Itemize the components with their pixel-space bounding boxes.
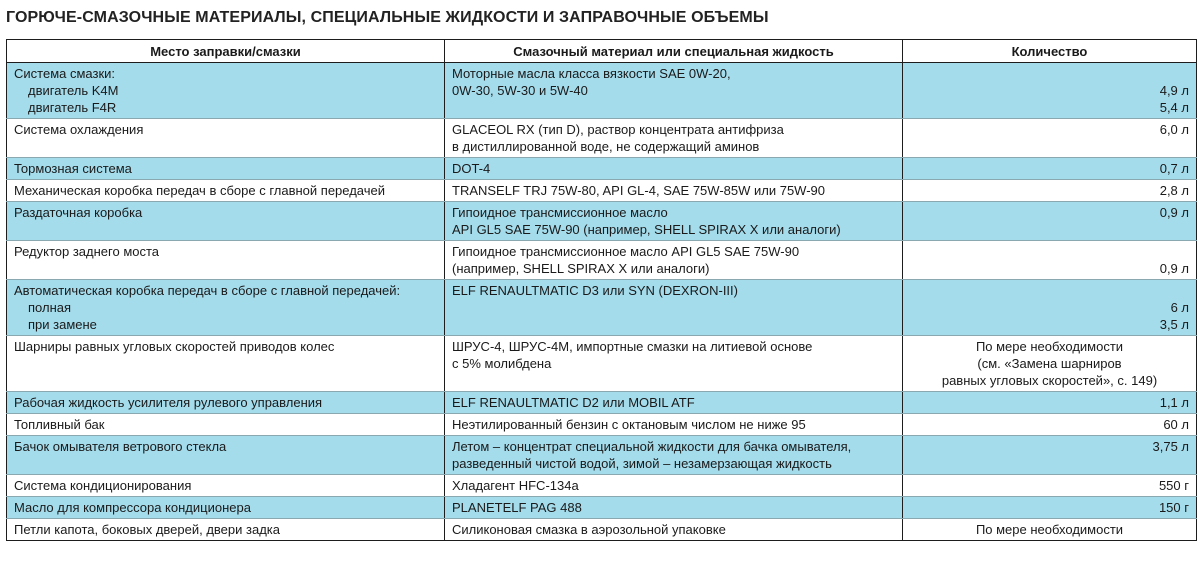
cell-material-line: Неэтилированный бензин с октановым числом не ниже 95 bbox=[452, 417, 806, 432]
cell-place-line: Механическая коробка передач в сборе с главной передачей bbox=[14, 183, 386, 198]
cell-place bbox=[7, 336, 445, 392]
cell-material bbox=[445, 280, 903, 336]
cell-place bbox=[7, 280, 445, 336]
cell-material-line: ШРУС-4, ШРУС-4М, импортные смазки на литиевой основе bbox=[452, 339, 813, 354]
cell-material-line: Хладагент HFC-134a bbox=[452, 478, 579, 493]
cell-quantity-line: 550 г bbox=[1158, 478, 1189, 493]
cell-quantity bbox=[903, 336, 1197, 392]
cell-quantity-line: (см. «Замена шарниров bbox=[977, 356, 1122, 371]
cell-material bbox=[445, 241, 903, 280]
cell-place bbox=[7, 158, 445, 180]
cell-quantity bbox=[903, 414, 1197, 436]
cell-material-line: TRANSELF TRJ 75W-80, API GL-4, SAE 75W-85W или 75W-90 bbox=[452, 183, 825, 198]
table-row bbox=[7, 158, 1197, 180]
cell-material-line: 0W-30, 5W-30 и 5W-40 bbox=[452, 83, 588, 98]
table-row bbox=[7, 475, 1197, 497]
cell-place bbox=[7, 475, 445, 497]
cell-quantity-line: 0,9 л bbox=[1159, 261, 1189, 276]
cell-quantity-line: 3,5 л bbox=[1159, 317, 1189, 332]
cell-quantity-line bbox=[910, 282, 1189, 299]
cell-place bbox=[7, 63, 445, 119]
cell-quantity-line: 60 л bbox=[1163, 417, 1189, 432]
cell-material bbox=[445, 497, 903, 519]
header-material: Смазочный материал или специальная жидкость bbox=[445, 40, 903, 63]
table-row bbox=[7, 202, 1197, 241]
cell-quantity-line: 2,8 л bbox=[1159, 183, 1189, 198]
cell-place bbox=[7, 180, 445, 202]
cell-quantity bbox=[903, 392, 1197, 414]
cell-quantity-line: 4,9 л bbox=[1159, 83, 1189, 98]
cell-material-line: Летом – концентрат специальной жидкости для бачка омывателя, bbox=[452, 439, 852, 454]
cell-quantity bbox=[903, 158, 1197, 180]
cell-place-line: Редуктор заднего моста bbox=[14, 244, 160, 259]
cell-quantity-line: 6 л bbox=[1170, 300, 1189, 315]
table-row bbox=[7, 497, 1197, 519]
cell-place bbox=[7, 202, 445, 241]
cell-quantity-line: 0,7 л bbox=[1159, 161, 1189, 176]
cell-quantity-line bbox=[910, 243, 1189, 260]
cell-material-line: ELF RENAULTMATIC D3 или SYN (DEXRON-III) bbox=[452, 283, 738, 298]
cell-place bbox=[7, 519, 445, 541]
table-header-row bbox=[7, 40, 1197, 63]
cell-material-line: DOT-4 bbox=[452, 161, 491, 176]
cell-quantity-line: По мере необходимости bbox=[975, 522, 1124, 537]
cell-quantity-line: 150 г bbox=[1158, 500, 1189, 515]
cell-quantity-line: 3,75 л bbox=[1152, 439, 1189, 454]
cell-material bbox=[445, 202, 903, 241]
cell-quantity bbox=[903, 497, 1197, 519]
cell-place bbox=[7, 436, 445, 475]
cell-quantity bbox=[903, 63, 1197, 119]
cell-quantity-line: 0,9 л bbox=[1159, 205, 1189, 220]
cell-place bbox=[7, 241, 445, 280]
cell-place-line: Шарниры равных угловых скоростей приводов колес bbox=[14, 339, 335, 354]
header-place: Место заправки/смазки bbox=[7, 40, 445, 63]
cell-quantity bbox=[903, 202, 1197, 241]
cell-place-line: Система охлаждения bbox=[14, 122, 144, 137]
table-row bbox=[7, 63, 1197, 119]
cell-material bbox=[445, 475, 903, 497]
header-quantity: Количество bbox=[903, 40, 1197, 63]
table-row bbox=[7, 436, 1197, 475]
cell-material-line: с 5% молибдена bbox=[452, 356, 552, 371]
cell-quantity-line: равных угловых скоростей», с. 149) bbox=[941, 373, 1158, 388]
cell-material-line: Моторные масла класса вязкости SAE 0W-20, bbox=[452, 66, 731, 81]
table-row bbox=[7, 180, 1197, 202]
table-row bbox=[7, 241, 1197, 280]
cell-place-line: Масло для компрессора кондиционера bbox=[14, 500, 251, 515]
table-row bbox=[7, 392, 1197, 414]
cell-material bbox=[445, 436, 903, 475]
cell-material bbox=[445, 180, 903, 202]
cell-place-line: Система кондиционирования bbox=[14, 478, 192, 493]
cell-quantity bbox=[903, 119, 1197, 158]
cell-place-line: двигатель K4M bbox=[28, 83, 119, 98]
table-row bbox=[7, 280, 1197, 336]
table-row bbox=[7, 414, 1197, 436]
cell-quantity bbox=[903, 241, 1197, 280]
cell-place bbox=[7, 497, 445, 519]
cell-material bbox=[445, 392, 903, 414]
cell-place-line: Тормозная система bbox=[14, 161, 132, 176]
cell-material-line: ELF RENAULTMATIC D2 или MOBIL ATF bbox=[452, 395, 695, 410]
cell-place-line: двигатель F4R bbox=[28, 100, 117, 115]
cell-place bbox=[7, 414, 445, 436]
cell-material bbox=[445, 158, 903, 180]
cell-place-line: Рабочая жидкость усилителя рулевого управления bbox=[14, 395, 323, 410]
cell-place-line: Раздаточная коробка bbox=[14, 205, 143, 220]
cell-place bbox=[7, 119, 445, 158]
cell-quantity bbox=[903, 475, 1197, 497]
cell-quantity bbox=[903, 519, 1197, 541]
cell-quantity-line: 6,0 л bbox=[1159, 122, 1189, 137]
cell-material-line: API GL5 SAE 75W-90 (например, SHELL SPIRAX X или аналоги) bbox=[452, 222, 841, 237]
cell-place-line: при замене bbox=[28, 317, 97, 332]
cell-quantity-line: 5,4 л bbox=[1159, 100, 1189, 115]
cell-place-line: Система смазки: bbox=[14, 66, 116, 81]
cell-material-line: Гипоидное трансмиссионное масло bbox=[452, 205, 668, 220]
cell-place-line: Автоматическая коробка передач в сборе с главной передачей: bbox=[14, 283, 401, 298]
table-row bbox=[7, 119, 1197, 158]
cell-quantity bbox=[903, 436, 1197, 475]
cell-material-line: разведенный чистой водой, зимой – незамерзающая жидкость bbox=[452, 456, 832, 471]
page-title: ГОРЮЧЕ-СМАЗОЧНЫЕ МАТЕРИАЛЫ, СПЕЦИАЛЬНЫЕ ЖИДКОСТИ И ЗАПРАВОЧНЫЕ ОБЪЕМЫ bbox=[6, 9, 769, 26]
cell-quantity-line: 1,1 л bbox=[1159, 395, 1189, 410]
cell-quantity bbox=[903, 180, 1197, 202]
cell-quantity-line bbox=[910, 65, 1189, 82]
cell-place-line: Петли капота, боковых дверей, двери задка bbox=[14, 522, 280, 537]
cell-material-line: PLANETELF PAG 488 bbox=[452, 500, 582, 515]
cell-material-line: в дистиллированной воде, не содержащий аминов bbox=[452, 139, 760, 154]
cell-material bbox=[445, 336, 903, 392]
cell-material-line: Гипоидное трансмиссионное масло API GL5 SAE 75W-90 bbox=[452, 244, 800, 259]
cell-material bbox=[445, 119, 903, 158]
cell-material-line: Силиконовая смазка в аэрозольной упаковке bbox=[452, 522, 726, 537]
fluids-table bbox=[6, 39, 1197, 541]
cell-material bbox=[445, 414, 903, 436]
cell-material-line: (например, SHELL SPIRAX X или аналоги) bbox=[452, 261, 710, 276]
table-row bbox=[7, 519, 1197, 541]
cell-material bbox=[445, 63, 903, 119]
cell-place-line: Бачок омывателя ветрового стекла bbox=[14, 439, 227, 454]
table-row bbox=[7, 336, 1197, 392]
cell-quantity bbox=[903, 280, 1197, 336]
cell-material-line: GLACEOL RX (тип D), раствор концентрата антифриза bbox=[452, 122, 784, 137]
cell-place-line: полная bbox=[28, 300, 72, 315]
cell-place-line: Топливный бак bbox=[14, 417, 105, 432]
cell-place bbox=[7, 392, 445, 414]
cell-material bbox=[445, 519, 903, 541]
cell-quantity-line: По мере необходимости bbox=[975, 339, 1124, 354]
